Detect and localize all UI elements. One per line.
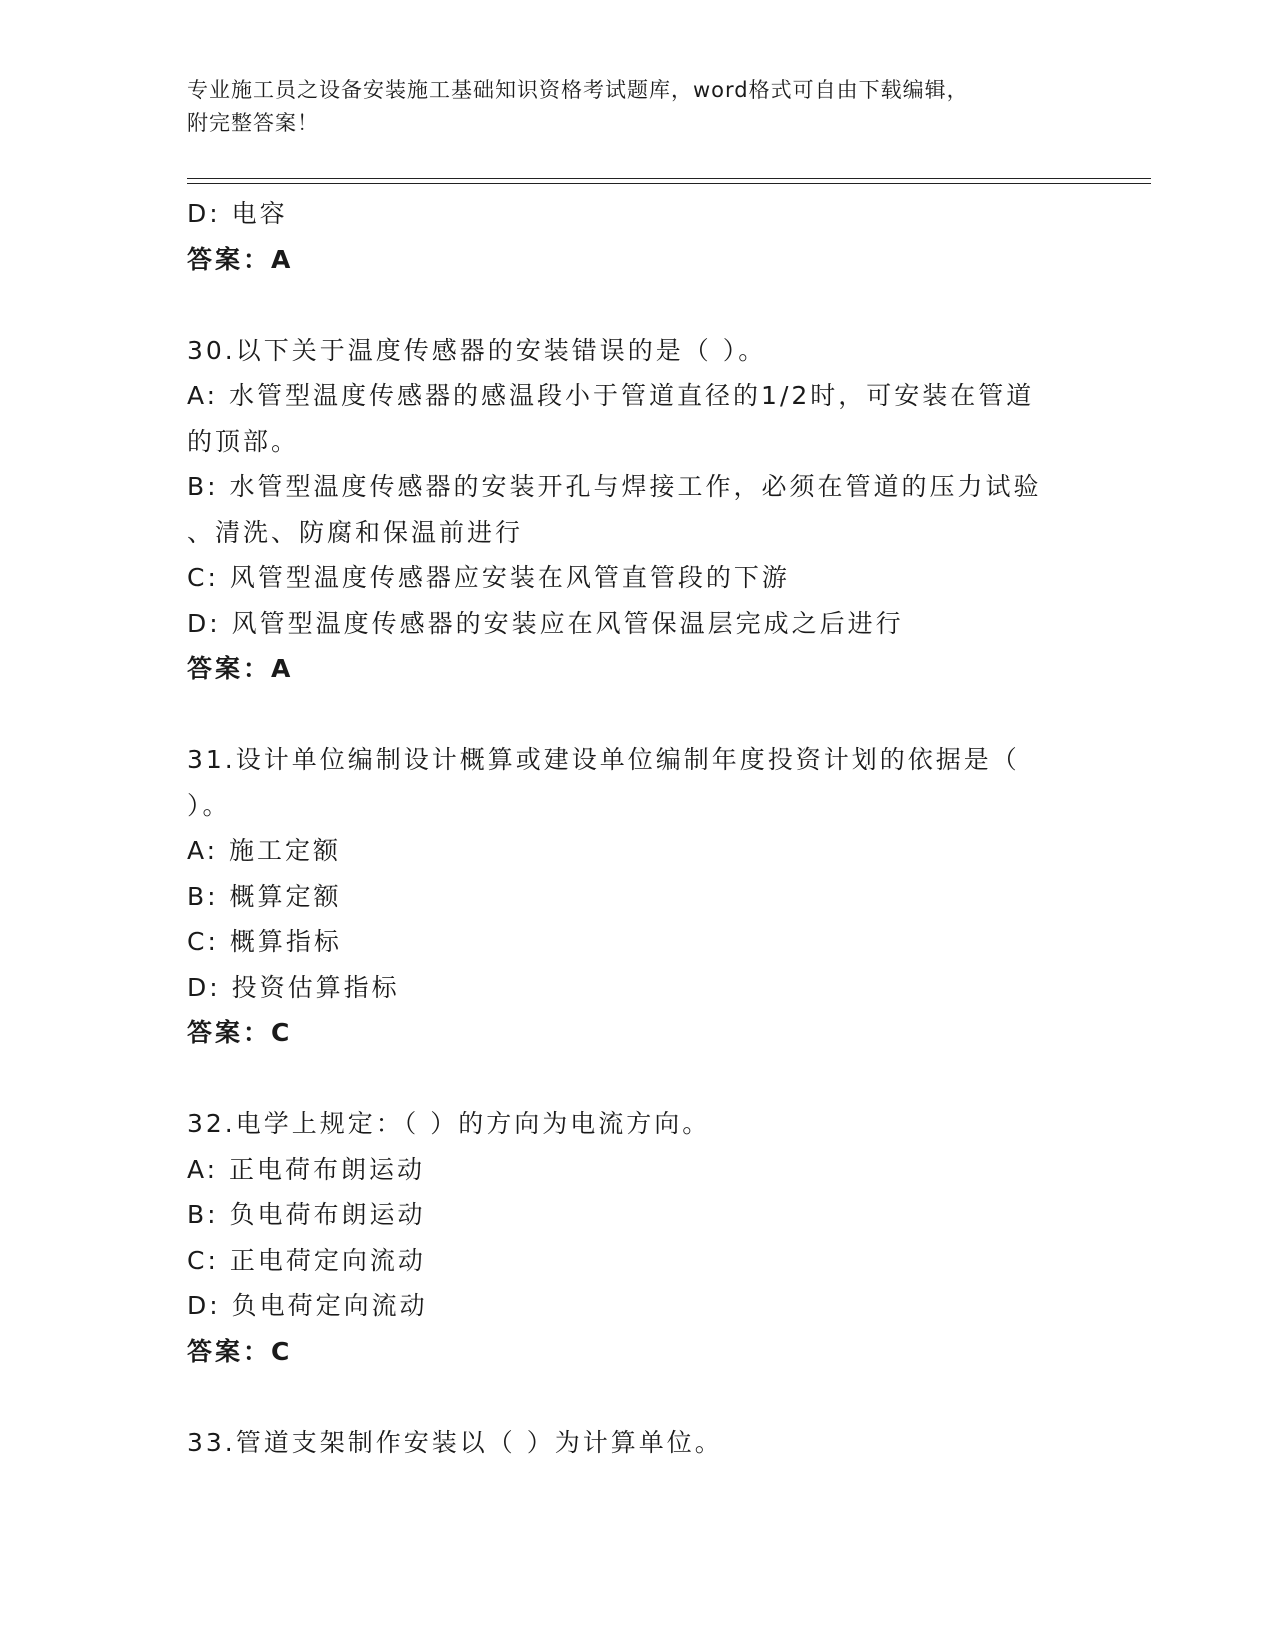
option-line: D: 风管型温度传感器的安装应在风管保温层完成之后进行 [187, 608, 904, 638]
option-line: D: 负电荷定向流动 [187, 1291, 428, 1320]
option-line: D: 投资估算指标 [187, 972, 400, 1002]
question-line: 30.以下关于温度传感器的安装错误的是（ ）。 [187, 335, 767, 365]
header-line-1: 专业施工员之设备安装施工基础知识资格考试题库，word格式可自由下载编辑， [187, 78, 969, 102]
option-line: B: 负电荷布朗运动 [187, 1200, 426, 1229]
question-line: 32.电学上规定：（ ）的方向为电流方向。 [187, 1109, 711, 1138]
question-line: 33.管道支架制作安装以（ ）为计算单位。 [187, 1427, 723, 1457]
document-header [187, 74, 1087, 140]
option-line: C: 风管型温度传感器应安装在风管直管段的下游 [187, 563, 790, 592]
answer-line: 答案：C [187, 1336, 293, 1366]
answer-line: 答案：C [187, 1018, 293, 1047]
option-line: B: 概算定额 [187, 881, 342, 911]
option-line: A: 正电荷布朗运动 [187, 1154, 426, 1184]
paragraph-gap [187, 1374, 1087, 1420]
option-line: C: 正电荷定向流动 [187, 1245, 426, 1275]
option-line: C: 概算指标 [187, 927, 342, 956]
option-line: 、清洗、防腐和保温前进行 [187, 517, 524, 547]
option-line: D: 电容 [187, 199, 288, 228]
answer-line: 答案：A [187, 654, 294, 683]
paragraph-gap [187, 282, 1087, 328]
question-line: 31.设计单位编制设计概算或建设单位编制年度投资计划的依据是（ [187, 745, 1020, 774]
option-line: A: 水管型温度传感器的感温段小于管道直径的1/2时，可安装在管道 [187, 381, 1035, 410]
document-body [187, 191, 1087, 1465]
paragraph-gap [187, 692, 1087, 738]
option-line: A: 施工定额 [187, 836, 342, 865]
header-line-2: 附完整答案！ [187, 111, 319, 135]
option-line: 的顶部。 [187, 426, 300, 456]
header-divider-top [187, 178, 1151, 179]
question-line: ）。 [187, 790, 231, 820]
header-divider-bottom [187, 183, 1151, 184]
option-line: B: 水管型温度传感器的安装开孔与焊接工作，必须在管道的压力试验 [187, 472, 1042, 501]
paragraph-gap [187, 1056, 1087, 1102]
answer-line: 答案：A [187, 244, 294, 274]
